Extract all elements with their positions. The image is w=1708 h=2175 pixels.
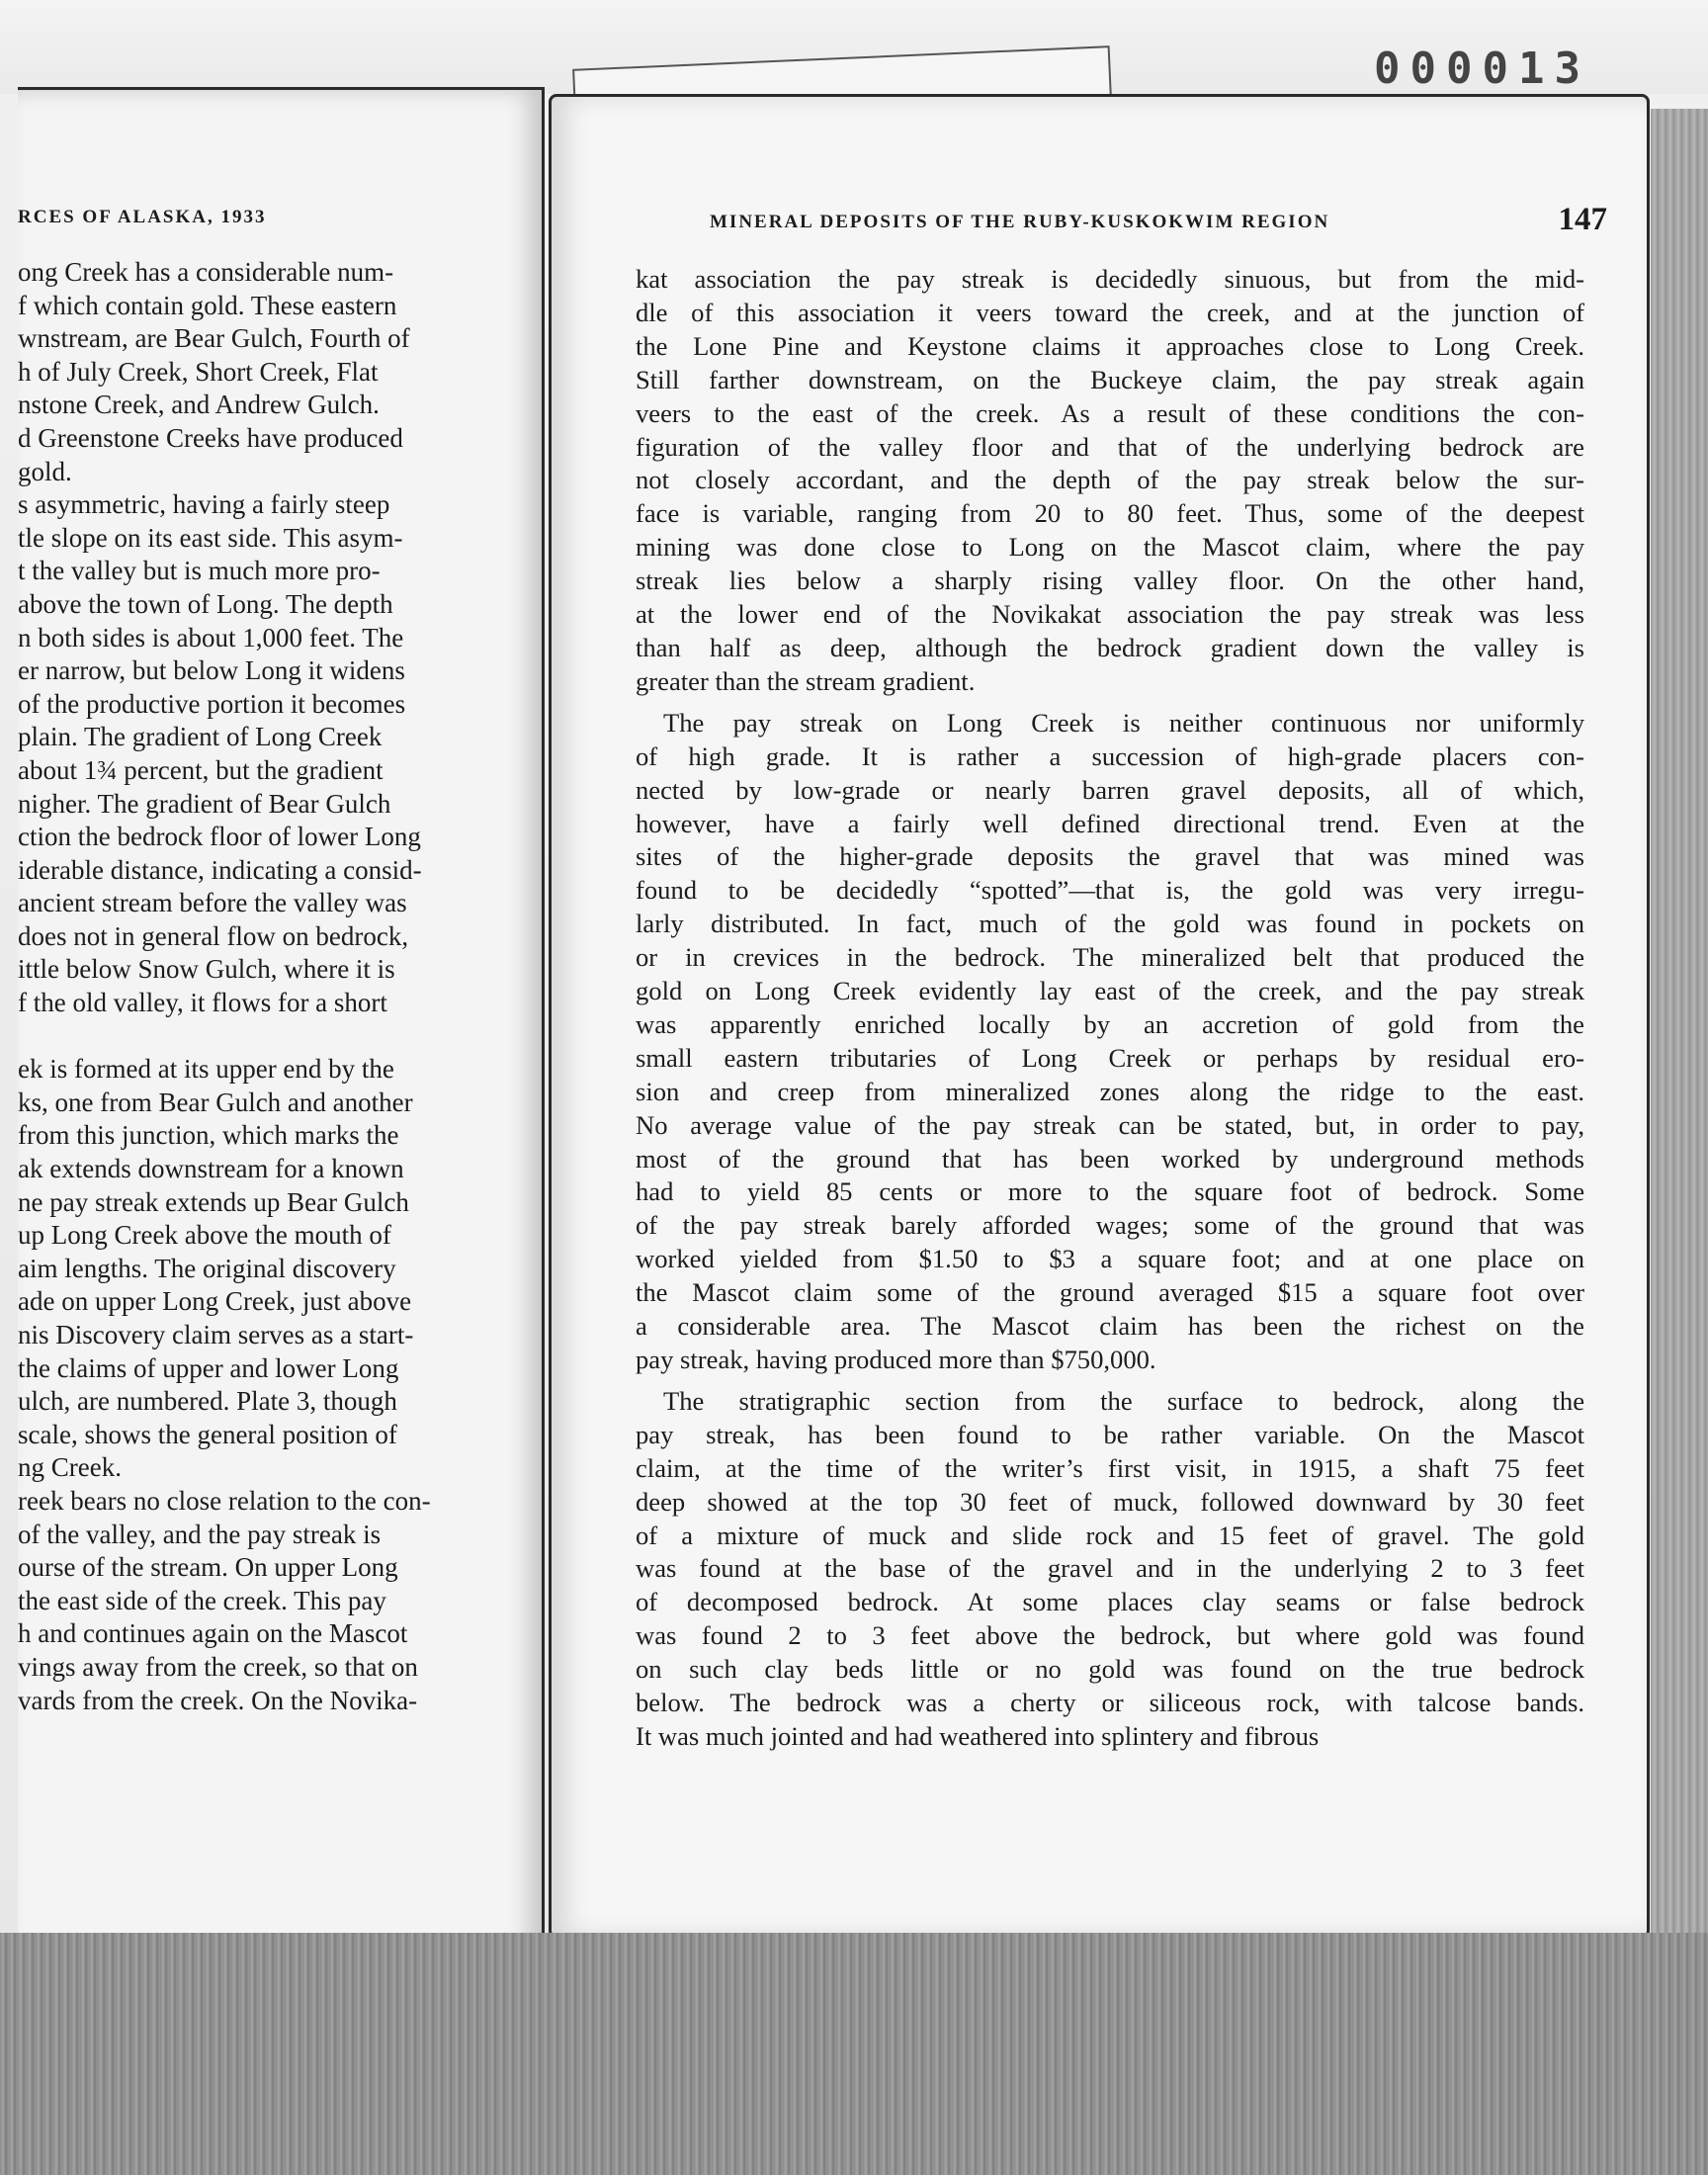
paragraph-line: of the pay streak barely afforded wages; some of the ground that was — [636, 1210, 1584, 1241]
left-text-line: of the valley, and the pay streak is — [18, 1519, 382, 1549]
paragraph-line: veers to the east of the creek. As a result of these conditions the con- — [636, 397, 1584, 428]
paragraph-line: was apparently enriched locally by an accretion of gold from the — [636, 1008, 1584, 1039]
paragraph-line: was found at the base of the gravel and in the underlying 2 to 3 feet — [636, 1553, 1584, 1584]
left-text-line: ction the bedrock floor of lower Long — [18, 822, 421, 852]
left-text-line: scale, shows the general position of — [18, 1419, 397, 1449]
paragraph-line: pay streak, has been found to be rather variable. On the Mascot — [636, 1419, 1584, 1449]
paragraph-line: the Mascot claim some of the ground averaged $15 a square foot over — [636, 1277, 1584, 1308]
paragraph-line: pay streak, having produced more than $750,000. — [636, 1345, 1156, 1374]
left-text-line: ulch, are numbered. Plate 3, though — [18, 1386, 397, 1417]
paragraph-line: on such clay beds little or no gold was found on the true bedrock — [636, 1654, 1584, 1685]
paragraph-line: mining was done close to Long on the Mascot claim, where the pay — [636, 532, 1584, 563]
left-text-line: plain. The gradient of Long Creek — [18, 722, 383, 752]
left-text-line: nis Discovery claim serves as a start- — [18, 1320, 414, 1349]
paragraph-line: dle of this association it veers toward the creek, and at the junction of — [636, 297, 1584, 327]
left-text-line: f the old valley, it flows for a short — [18, 988, 387, 1018]
paragraph-line: kat association the pay streak is decidedly sinuous, but from the mid- — [636, 264, 1584, 294]
paragraph-line: found to be decidedly “spotted”—that is, the gold was very irregu- — [636, 875, 1584, 906]
paragraph-line: of decomposed bedrock. At some places clay seams or false bedrock — [636, 1587, 1584, 1617]
paragraph-line: No average value of the pay streak can be stated, but, in order to pay, — [636, 1109, 1584, 1140]
left-text-line: reek bears no close relation to the con- — [18, 1485, 431, 1516]
left-text-line: vards from the creek. On the Novika- — [18, 1685, 418, 1715]
left-text-line — [18, 1020, 512, 1054]
left-text-line: er narrow, but below Long it widens — [18, 655, 405, 686]
left-text-line: tle slope on its east side. This asym- — [18, 522, 403, 553]
left-running-head: RCES OF ALASKA, 1933 — [18, 207, 267, 227]
paragraph-line: larly distributed. In fact, much of the gold was found in pockets on — [636, 909, 1584, 939]
left-text-line: ek is formed at its upper end by the — [18, 1054, 394, 1085]
paragraph-line: of high grade. It is rather a succession of high-grade placers con- — [636, 740, 1584, 771]
left-text-line: h and continues again on the Mascot — [18, 1618, 408, 1649]
paragraph-line: nected by low-grade or nearly barren gravel deposits, all of which, — [636, 774, 1584, 805]
paragraph-line: below. The bedrock was a cherty or siliceous rock, with talcose bands. — [636, 1688, 1584, 1718]
paragraph-line: had to yield 85 cents or more to the square foot of bedrock. Some — [636, 1176, 1584, 1207]
paragraph-line: however, have a fairly well defined directional trend. Even at the — [636, 808, 1584, 838]
paragraph-line: most of the ground that has been worked by underground methods — [636, 1143, 1584, 1174]
document-stamp-number: 000013 — [1374, 44, 1590, 94]
right-page — [549, 94, 1650, 1939]
left-text-line: h of July Creek, Short Creek, Flat — [18, 356, 379, 387]
paragraph-line: than half as deep, although the bedrock gradient down the valley is — [636, 632, 1584, 662]
left-text-line: the east side of the creek. This pay — [18, 1585, 386, 1615]
paragraph-line: sion and creep from mineralized zones along the ridge to the east. — [636, 1076, 1584, 1106]
paragraph-line: The pay streak on Long Creek is neither continuous nor uniformly — [663, 707, 1584, 738]
paragraph-line: greater than the stream gradient. — [636, 665, 976, 696]
paragraph-line: of a mixture of muck and slide rock and 15 feet of gravel. The gold — [636, 1520, 1584, 1550]
paragraph-gap — [636, 1377, 1584, 1385]
scan-bottom-shadow — [0, 1933, 1708, 2175]
left-text-line: ourse of the stream. On upper Long — [18, 1552, 398, 1583]
left-text-line: ng Creek. — [18, 1452, 122, 1483]
paragraph-line: small eastern tributaries of Long Creek or perhaps by residual ero- — [636, 1042, 1584, 1073]
left-text-line: n both sides is about 1,000 feet. The — [18, 622, 404, 652]
left-text-line: ittle below Snow Gulch, where it is — [18, 954, 395, 985]
left-text-line: ong Creek has a considerable num- — [18, 257, 394, 287]
paragraph-line: was found 2 to 3 feet above the bedrock, but where gold was found — [636, 1620, 1584, 1651]
paragraph-line: face is variable, ranging from 20 to 80 feet. Thus, some of the deepest — [636, 498, 1584, 529]
left-text-line: t the valley but is much more pro- — [18, 556, 381, 586]
left-text-line: iderable distance, indicating a consid- — [18, 854, 422, 885]
left-text-line: ancient stream before the valley was — [18, 888, 407, 918]
left-text-line: nstone Creek, and Andrew Gulch. — [18, 390, 380, 420]
left-text-line: ne pay streak extends up Bear Gulch — [18, 1186, 409, 1217]
paragraph-line: Still farther downstream, on the Buckeye claim, the pay streak again — [636, 364, 1584, 394]
left-text-line: s asymmetric, having a fairly steep — [18, 489, 390, 520]
left-text-line: ks, one from Bear Gulch and another — [18, 1087, 413, 1117]
left-text-line: ade on upper Long Creek, just above — [18, 1286, 412, 1317]
paragraph-line: deep showed at the top 30 feet of muck, followed downward by 30 feet — [636, 1486, 1584, 1517]
left-text-line: f which contain gold. These eastern — [18, 290, 397, 320]
left-page-text — [18, 256, 512, 1717]
paragraph-line: worked yielded from $1.50 to $3 a square foot; and at one place on — [636, 1244, 1584, 1274]
left-text-line: nigher. The gradient of Bear Gulch — [18, 788, 391, 819]
paragraph-gap — [636, 699, 1584, 707]
paragraph-line: not closely accordant, and the depth of the pay streak below the sur- — [636, 465, 1584, 495]
paragraph-line: or in crevices in the bedrock. The mineralized belt that produced the — [636, 942, 1584, 973]
paragraph-line: figuration of the valley floor and that of the underlying bedrock are — [636, 431, 1584, 462]
left-text-line: of the productive portion it becomes — [18, 688, 406, 719]
paragraph-line: It was much jointed and had weathered into splintery and fibrous — [636, 1720, 1320, 1751]
left-text-line: wnstream, are Bear Gulch, Fourth of — [18, 323, 410, 354]
paragraph-line: sites of the higher-grade deposits the gravel that was mined was — [636, 841, 1584, 872]
scan-right-edge-shadow — [1651, 109, 1708, 2037]
paragraph-line: gold on Long Creek evidently lay east of the creek, and the pay streak — [636, 976, 1584, 1006]
left-text-line: above the town of Long. The depth — [18, 588, 393, 619]
paragraph-line: a considerable area. The Mascot claim has been the richest on the — [636, 1311, 1584, 1342]
left-text-line: vings away from the creek, so that on — [18, 1651, 418, 1682]
right-running-head: MINERAL DEPOSITS OF THE RUBY-KUSKOKWIM REGION — [710, 212, 1330, 232]
paragraph-line: claim, at the time of the writer’s first visit, in 1915, a shaft 75 feet — [636, 1452, 1584, 1483]
page-number: 147 — [1558, 202, 1607, 237]
left-text-line: about 1¾ percent, but the gradient — [18, 754, 384, 785]
paragraph-line: at the lower end of the Novikakat association the pay streak was less — [636, 599, 1584, 630]
paragraph-line: The stratigraphic section from the surface to bedrock, along the — [663, 1385, 1584, 1416]
paragraph-line: the Lone Pine and Keystone claims it approaches close to Long Creek. — [636, 330, 1584, 361]
left-text-line: aim lengths. The original discovery — [18, 1253, 396, 1283]
left-text-line: gold. — [18, 456, 72, 486]
left-text-line: up Long Creek above the mouth of — [18, 1220, 391, 1251]
left-text-line: the claims of upper and lower Long — [18, 1352, 399, 1383]
left-page — [18, 87, 545, 1957]
left-text-line: from this junction, which marks the — [18, 1120, 399, 1151]
left-text-line: does not in general flow on bedrock, — [18, 920, 409, 951]
right-page-text — [636, 263, 1584, 1754]
left-text-line: ak extends downstream for a known — [18, 1154, 404, 1184]
paragraph-line: streak lies below a sharply rising valley floor. On the other hand, — [636, 566, 1584, 596]
left-text-line: d Greenstone Creeks have produced — [18, 422, 403, 453]
